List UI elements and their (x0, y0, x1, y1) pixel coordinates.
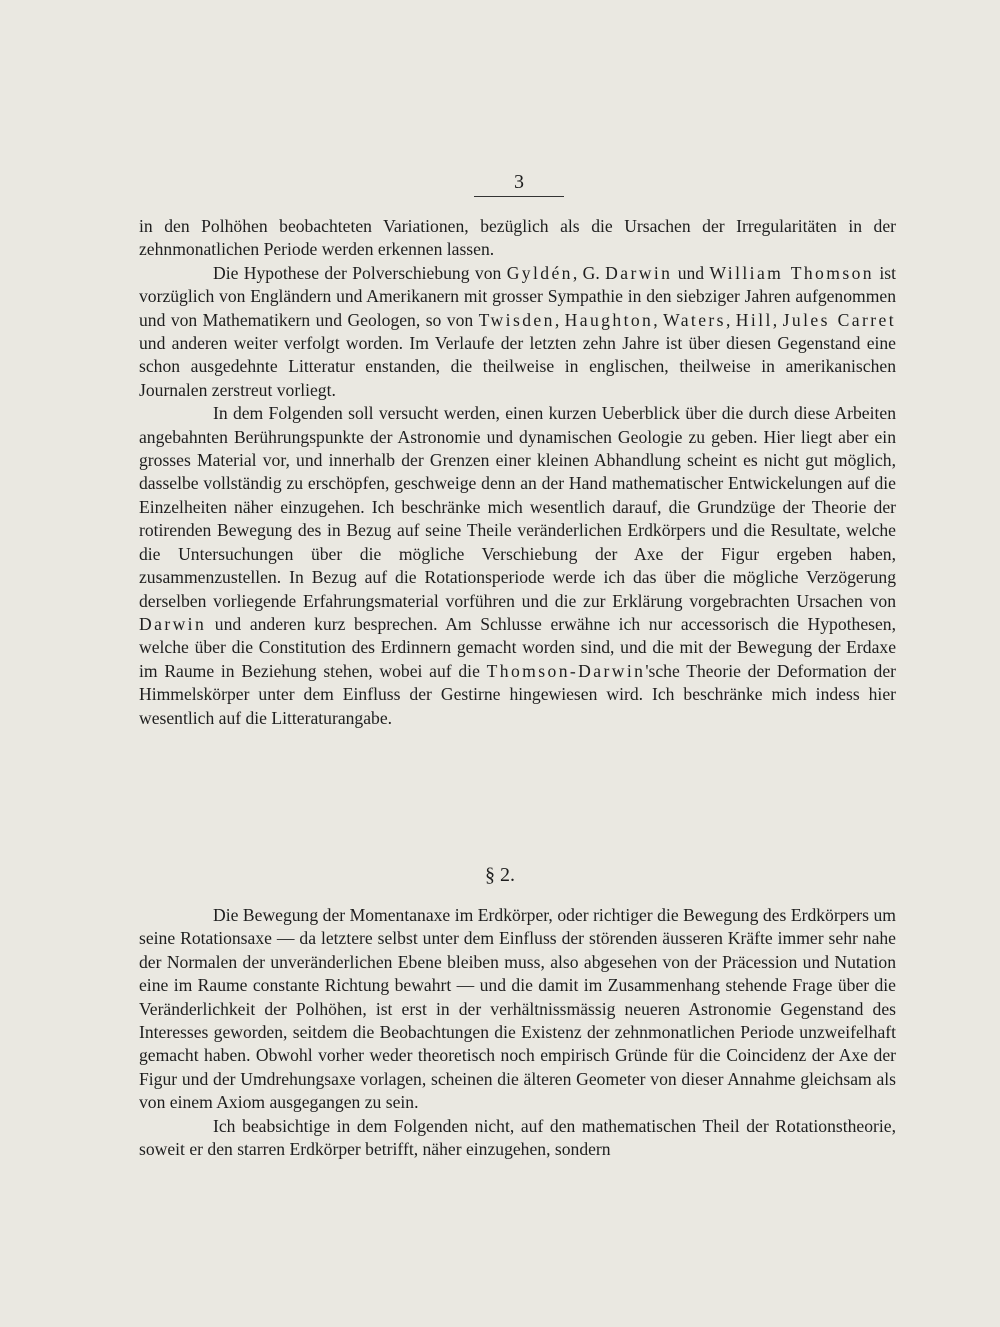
text-span: , G. (572, 262, 606, 283)
text-span: , (772, 309, 783, 330)
text-span: 'sche Theorie der Deformation der Himmelskörper unter dem Einfluss der Gestirne hingewiesen wird. Ich beschränke mich indess hier wesentlich auf die Litteraturangabe. (139, 660, 896, 728)
person-name: Thomson-Darwin (486, 660, 646, 681)
person-name: Gyldén (506, 262, 573, 283)
section-heading: § 2. (485, 864, 515, 886)
text-span: und anderen kurz besprechen. Am Schlusse erwähne ich nur accessorisch die Hypothesen, welche über die Constitution des Erdinnern gemacht worden sind, und die mit der Bewegung der Erdaxe im Raume in Beziehung stehen, wobei auf die (139, 613, 896, 681)
person-name: Jules Carret (782, 309, 897, 330)
page-number-rule (474, 170, 564, 197)
text-span: , (725, 309, 736, 330)
paragraph-rotationstheorie: Ich beabsichtige in dem Folgenden nicht, auf den mathematischen Theil der Rotationstheorie, soweit er den starren Erdkörper betrifft, näher einzugehen, sondern (139, 1115, 896, 1160)
paragraph-overview (139, 402, 896, 730)
text-span: ist vorzüglich von Engländern und Amerikanern mit grosser Sympathie in den siebziger Jahren aufgenommen und von Mathematikern und Geologen, so von (139, 262, 896, 330)
person-name: Waters (663, 309, 726, 330)
person-name: Hill (735, 309, 773, 330)
person-name: Darwin (139, 613, 207, 634)
paragraph-continuation: in den Polhöhen beobachteten Variationen, bezüglich als die Ursachen der Irregularitäten in der zehnmonatlichen Periode werden erkennen lassen. (139, 216, 896, 260)
paragraph-momentanaxe: Die Bewegung der Momentanaxe im Erdkörper, oder richtiger die Bewegung des Erdkörpers um seine Rotationsaxe — da letztere selbst unter dem Einfluss der störenden äusseren Kräfte immer sehr nahe der Normalen der unveränderlichen Ebene bleiben muss, also abgesehen von der Präcession und Nutation eine im Raume constante Richtung bewahrt — und die damit im Zusammenhang stehende Frage über die Veränderlichkeit der Polhöhen, ist erst in der verhältnissmässig neueren Astronomie Gegenstand des Interesses geworden, seitdem die Beobachtungen die Existenz der zehnmonatlichen Periode unzweifelhaft gemacht haben. Obwohl vorher weder theoretisch noch empirisch Gründe für die Coincidenz der Axe der Figur und der Umdrehungsaxe vorlagen, scheinen die älteren Geometer von dieser Annahme gleichsam als von einem Axiom ausgegangen zu sein. (139, 905, 896, 1113)
person-name: Haughton (564, 309, 654, 330)
text-block-top (139, 215, 896, 730)
text-span: , (554, 309, 565, 330)
page-number: 3 (514, 171, 524, 193)
text-span: , (653, 309, 664, 330)
text-span: Die Hypothese der Polverschiebung von (213, 262, 507, 283)
text-span: und (672, 262, 710, 283)
paragraph-hypothesis (139, 262, 896, 402)
text-span: In dem Folgenden soll versucht werden, einen kurzen Ueberblick über die durch diese Arbeiten angebahnten Berührungspunkte der Astronomie und dynamischen Geologie zu geben. Hier liegt aber ein grosses Material vor, und innerhalb der Grenzen einer kleinen Abhandlung scheint es nicht gut möglich, dasselbe vollständig zu erschöpfen, geschweige denn an der Hand mathematischer Entwickelungen auf die Einzelheiten näher einzugehen. Ich beschränke mich wesentlich darauf, die Grundzüge der Theorie der rotirenden Bewegung des in Bezug auf seine Theile veränderlichen Erdkörpers und die Resultate, welche die Untersuchungen über die mögliche Verschiebung der Axe der Figur ergeben haben, zusammenzustellen. In Bezug auf die Rotationsperiode werde ich das über die mögliche Verzögerung derselben vorliegende Erfahrungsmaterial vorführen und die zur Erklärung vorgebrachten Ursachen von (139, 403, 896, 611)
person-name: Twisden (478, 309, 555, 330)
text-block-section-2 (139, 904, 896, 1161)
person-name: William Thomson (709, 262, 874, 283)
person-name: Darwin (605, 262, 673, 283)
text-span: und anderen weiter verfolgt worden. Im Verlaufe der letzten zehn Jahre ist über diesen Gegenstand eine schon ausgedehnte Litteratur enstanden, die theilweise in englischen, theilweise in amerikanischen Journalen zerstreut vorliegt. (139, 333, 896, 400)
